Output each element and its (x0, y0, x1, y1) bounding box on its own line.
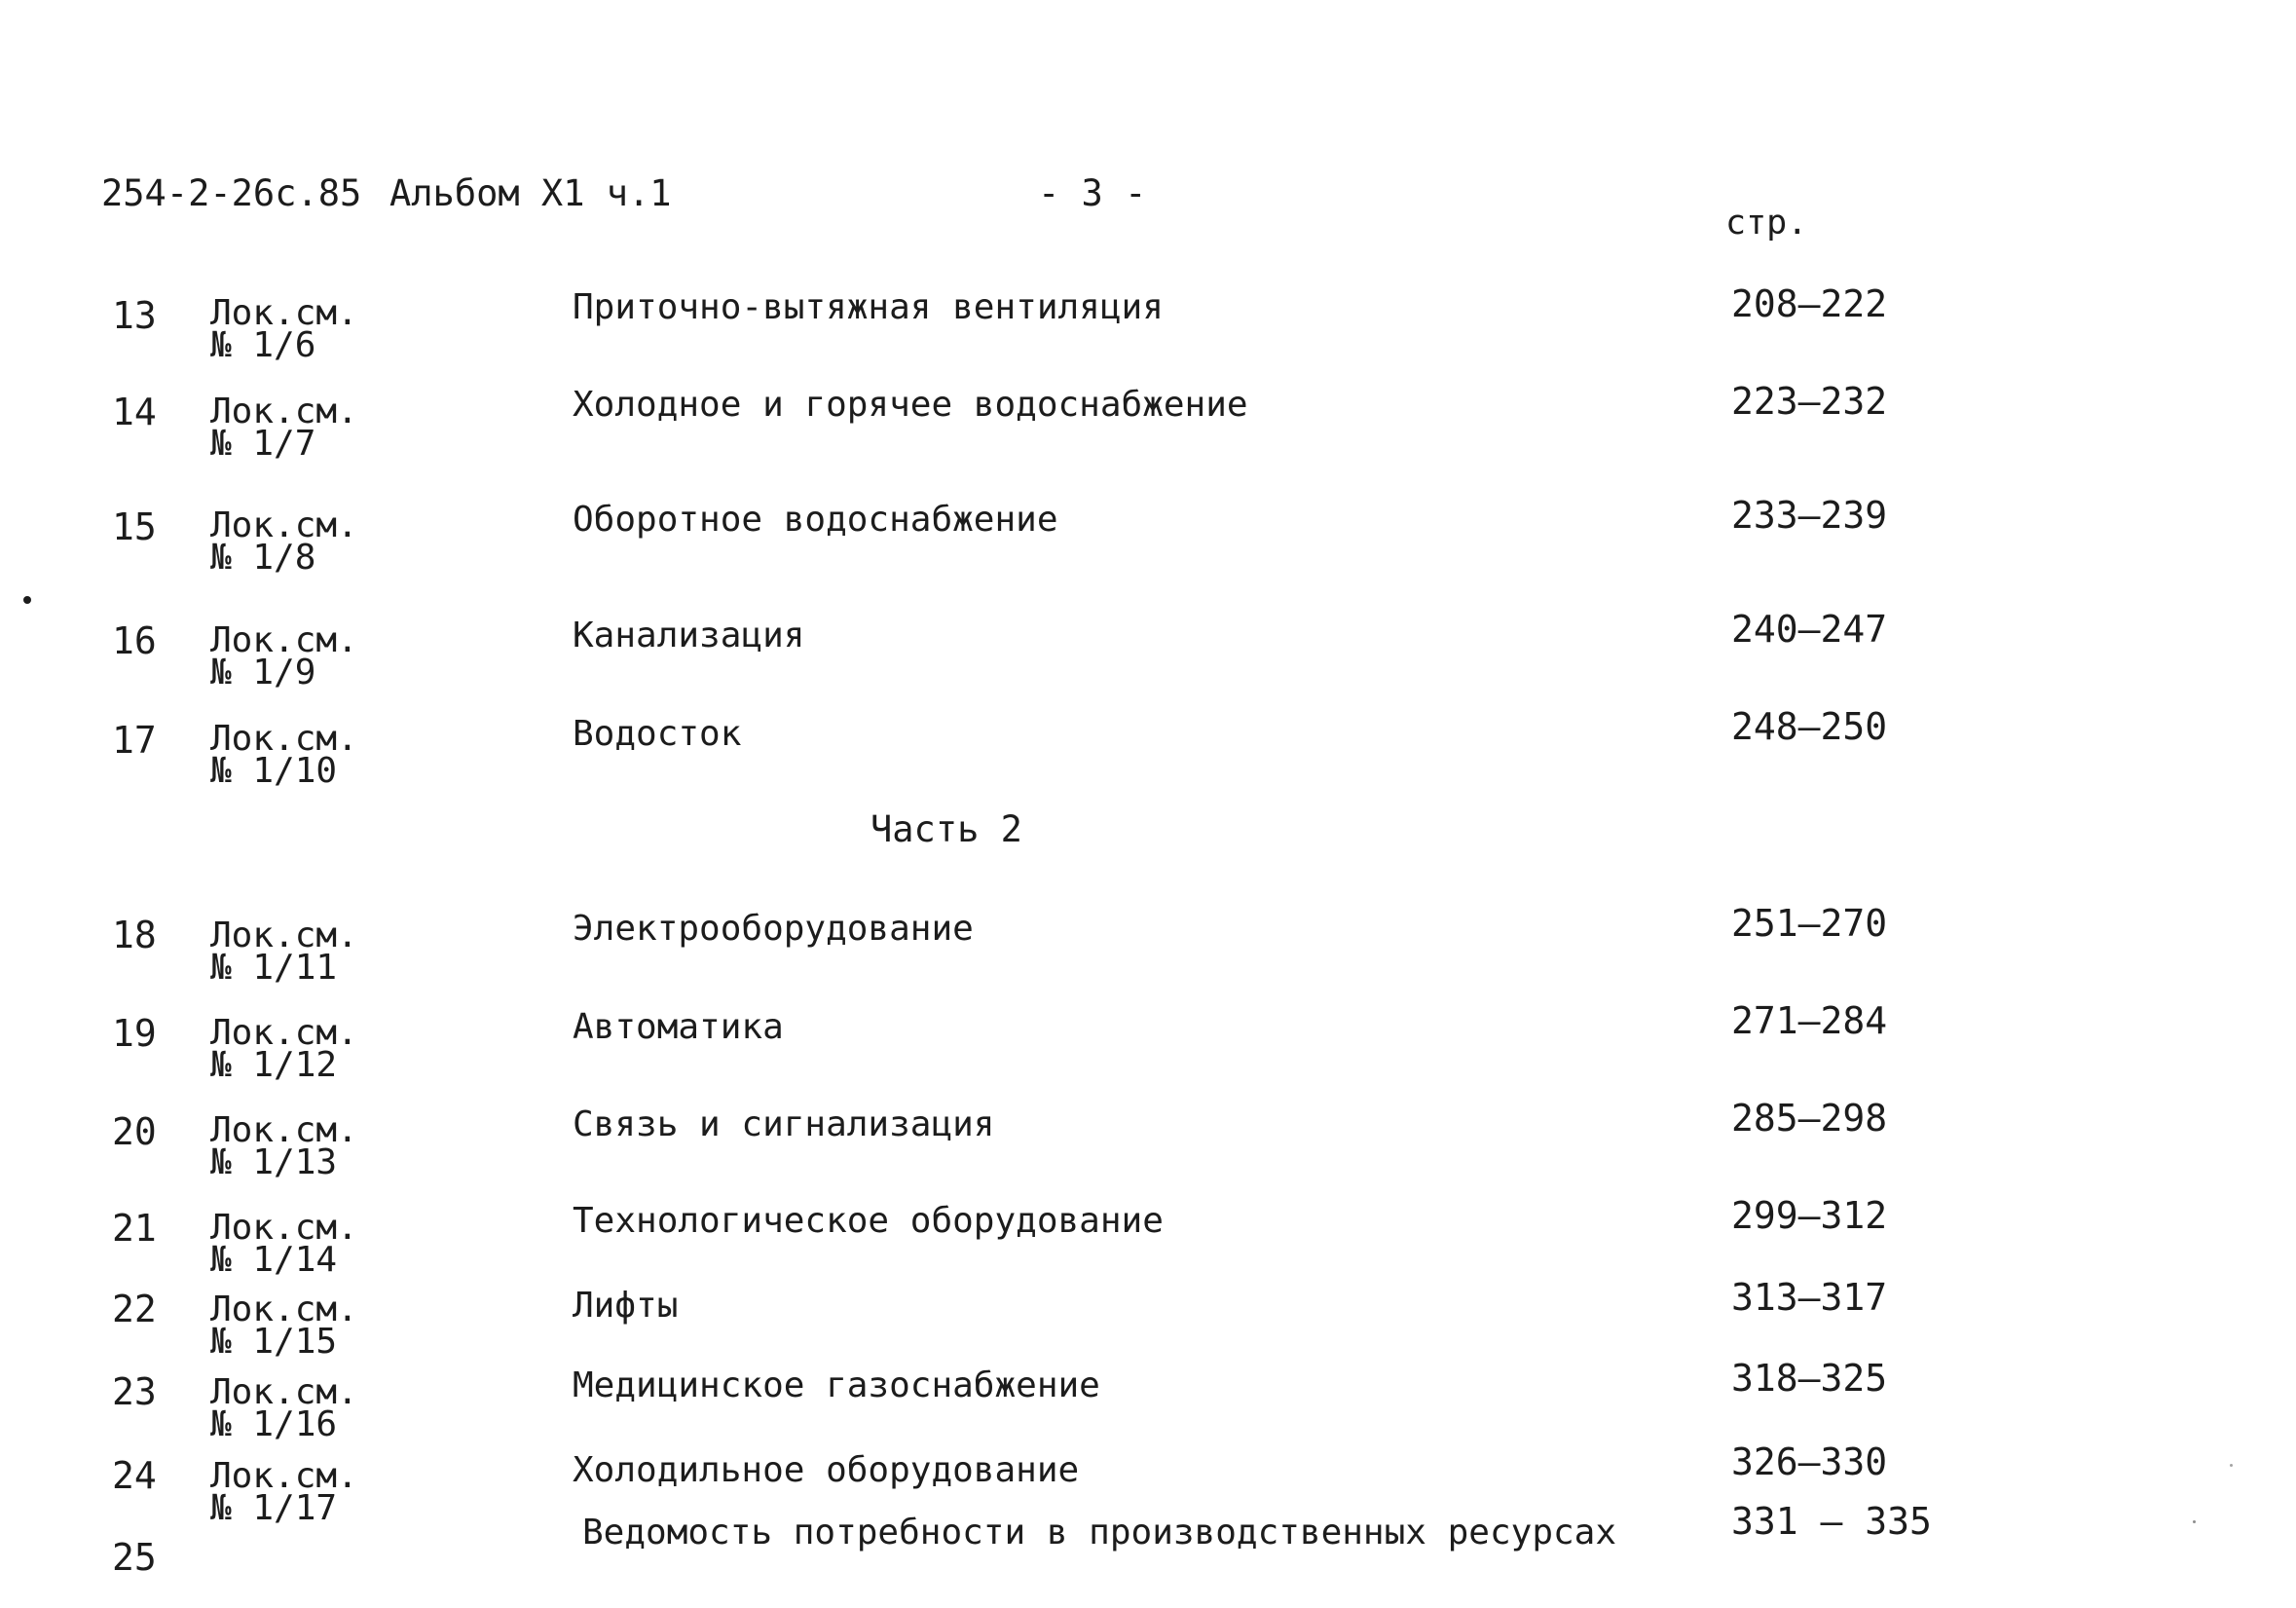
section-title: Холодное и горячее водоснабжение (573, 385, 1248, 425)
row-number: 25 (112, 1536, 157, 1579)
page-range: 223–232 (1731, 380, 1888, 423)
estimate-doc-label: Лок.см. № 1/15 (210, 1290, 358, 1362)
page-range: 313–317 (1731, 1276, 1888, 1319)
scan-speck (2193, 1520, 2196, 1523)
page-range: 240–247 (1731, 608, 1888, 651)
row-number: 23 (112, 1370, 157, 1413)
row-number: 15 (112, 505, 157, 548)
section-title: Автоматика (573, 1007, 784, 1047)
estimate-doc-label: Лок.см. № 1/7 (210, 392, 358, 464)
pages-column-label: стр. (1725, 204, 1808, 243)
estimate-doc-label: Лок.см. № 1/13 (210, 1110, 358, 1182)
page-range: 285–298 (1731, 1097, 1888, 1140)
scan-speck (2230, 1464, 2233, 1467)
row-number: 14 (112, 391, 157, 433)
part-heading: Часть 2 (870, 808, 1022, 850)
page-range: 326–330 (1731, 1440, 1888, 1483)
estimate-doc-label: Лок.см. № 1/8 (210, 505, 358, 578)
row-number: 24 (112, 1454, 157, 1497)
page-number: - 3 - (1038, 172, 1147, 214)
album-label: Альбом Х1 ч.1 (389, 172, 672, 214)
estimate-doc-label: Лок.см. № 1/12 (210, 1013, 358, 1085)
section-title: Ведомость потребности в производственных ресурсах (582, 1513, 1617, 1552)
page-range: 331 – 335 (1731, 1500, 1932, 1543)
scan-speck (23, 596, 31, 604)
estimate-doc-label: Лок.см. № 1/9 (210, 620, 358, 692)
section-title: Технологическое оборудование (573, 1201, 1164, 1241)
estimate-doc-label: Лок.см. № 1/11 (210, 916, 358, 988)
page-range: 299–312 (1731, 1194, 1888, 1237)
row-number: 19 (112, 1012, 157, 1055)
estimate-doc-label: Лок.см. № 1/17 (210, 1456, 358, 1528)
row-number: 20 (112, 1110, 157, 1153)
page-range: 251–270 (1731, 902, 1888, 945)
page-range: 208–222 (1731, 282, 1888, 325)
section-title: Лифты (573, 1286, 679, 1326)
section-title: Медицинское газоснабжение (573, 1365, 1100, 1405)
section-title: Связь и сигнализация (573, 1104, 995, 1144)
estimate-doc-label: Лок.см. № 1/16 (210, 1372, 358, 1444)
page-range: 233–239 (1731, 494, 1888, 537)
row-number: 16 (112, 619, 157, 662)
section-title: Приточно-вытяжная вентиляция (573, 287, 1164, 327)
row-number: 18 (112, 914, 157, 956)
document-code: 254-2-26с.85 (101, 172, 362, 214)
page-range: 271–284 (1731, 999, 1888, 1042)
row-number: 21 (112, 1207, 157, 1250)
row-number: 22 (112, 1288, 157, 1330)
estimate-doc-label: Лок.см. № 1/10 (210, 719, 358, 791)
section-title: Водосток (573, 714, 742, 754)
section-title: Оборотное водоснабжение (573, 500, 1058, 540)
row-number: 13 (112, 294, 157, 337)
section-title: Электрооборудование (573, 909, 974, 949)
page-range: 248–250 (1731, 705, 1888, 748)
estimate-doc-label: Лок.см. № 1/14 (210, 1208, 358, 1280)
row-number: 17 (112, 719, 157, 762)
section-title: Холодильное оборудование (573, 1450, 1080, 1490)
page-range: 318–325 (1731, 1357, 1888, 1400)
estimate-doc-label: Лок.см. № 1/6 (210, 293, 358, 365)
section-title: Канализация (573, 616, 805, 655)
